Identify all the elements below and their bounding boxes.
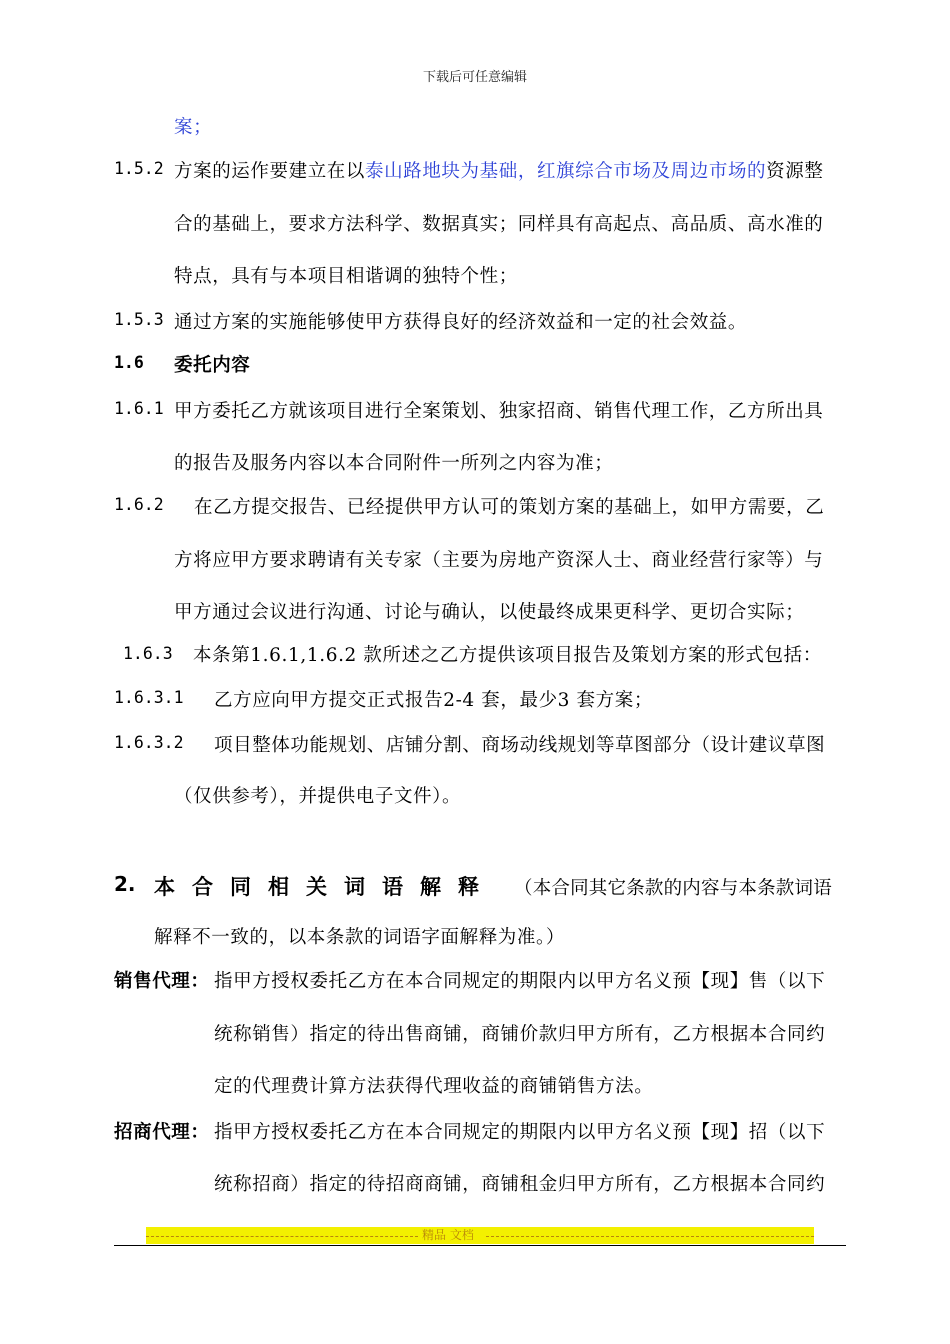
clause-1-6-1-line2: 的报告及服务内容以本合同附件一所列之内容为准；	[174, 453, 614, 474]
section-2-note: （本合同其它条款的内容与本条款词语	[514, 878, 832, 899]
clause-number-1-5-3: 1.5.3	[114, 310, 164, 329]
section-2-note-cont: 解释不一致的，以本条款的词语字面解释为准。）	[154, 927, 565, 948]
clause-1-5-2-line2: 合的基础上，要求方法科学、数据真实；同样具有高起点、高品质、高水准的	[174, 214, 824, 235]
highlight-taishan: 泰山路地块为基础	[365, 161, 518, 182]
clause-1-6-2-line2: 方将应甲方要求聘请有关专家（主要为房地产资深人士、商业经营行家等）与	[174, 550, 824, 571]
clause-1-6-1-line1: 甲方委托乙方就该项目进行全案策划、独家招商、销售代理工作，乙方所出具	[174, 401, 824, 422]
clause-1-6-2-line1: 在乙方提交报告、已经提供甲方认可的策划方案的基础上，如甲方需要，乙	[194, 497, 825, 518]
definition-leasing-line1: 指甲方授权委托乙方在本合同规定的期限内以甲方名义预【现】招（以下	[214, 1122, 826, 1143]
term-sales-agency: 销售代理：	[114, 971, 210, 992]
clause-1-6-3-2-line2: （仅供参考），并提供电子文件）。	[174, 786, 462, 807]
section-number-2: 2.	[114, 872, 136, 896]
section-number-1-6: 1.6	[114, 353, 144, 372]
page-header: 下载后可任意编辑	[422, 70, 527, 85]
clause-1-6-3: 本条第1.6.1,1.6.2 款所述之乙方提供该项目报告及策划方案的形式包括：	[193, 645, 822, 666]
clause-1-6-3-1: 乙方应向甲方提交正式报告2-4 套，最少3 套方案；	[214, 690, 653, 711]
footer-band	[146, 1227, 814, 1244]
clause-number-1-6-1: 1.6.1	[114, 399, 164, 418]
clause-1-6-3-2-line1: 项目整体功能规划、店铺分割、商场动线规划等草图部分（设计建议草图	[214, 735, 826, 756]
clause-1-5-2-line1: 方案的运作要建立在以泰山路地块为基础，红旗综合市场及周边市场的资源整	[174, 161, 824, 182]
clause-number-1-5-2: 1.5.2	[114, 159, 164, 178]
clause-number-1-6-3-1: 1.6.3.1	[114, 688, 184, 707]
definition-leasing-line2: 统称招商）指定的待招商商铺，商铺租金归甲方所有，乙方根据本合同约	[214, 1174, 826, 1195]
footer-label: 精品 文档	[422, 1228, 474, 1242]
clause-1-5-3: 通过方案的实施能够使甲方获得良好的经济效益和一定的社会效益。	[174, 312, 748, 333]
clause-number-1-6-3-2: 1.6.3.2	[114, 733, 184, 752]
definition-sales-line2: 统称销售）指定的待出售商铺，商铺价款归甲方所有，乙方根据本合同约	[214, 1024, 826, 1045]
term-leasing-agency: 招商代理：	[114, 1122, 210, 1143]
definition-sales-line3: 定的代理费计算方法获得代理收益的商铺销售方法。	[214, 1076, 654, 1097]
clause-number-1-6-2: 1.6.2	[114, 495, 164, 514]
footer-dashes-left	[146, 1227, 418, 1244]
clause-1-6-2-line3: 甲方通过会议进行沟通、讨论与确认，以使最终成果更科学、更切合实际；	[174, 602, 805, 623]
continued-text: 案；	[174, 117, 213, 138]
footer-rule	[114, 1245, 846, 1246]
footer-dashes-right	[486, 1227, 814, 1244]
section-title-2: 本合同相关词语解释	[154, 875, 496, 899]
highlight-hongqi: 红旗综合市场及周边市场的	[536, 161, 767, 182]
clause-number-1-6-3: 1.6.3	[123, 644, 173, 663]
definition-sales-line1: 指甲方授权委托乙方在本合同规定的期限内以甲方名义预【现】售（以下	[214, 971, 826, 992]
section-title-1-6: 委托内容	[174, 355, 251, 376]
clause-1-5-2-line3: 特点，具有与本项目相谐调的独特个性；	[174, 266, 518, 287]
